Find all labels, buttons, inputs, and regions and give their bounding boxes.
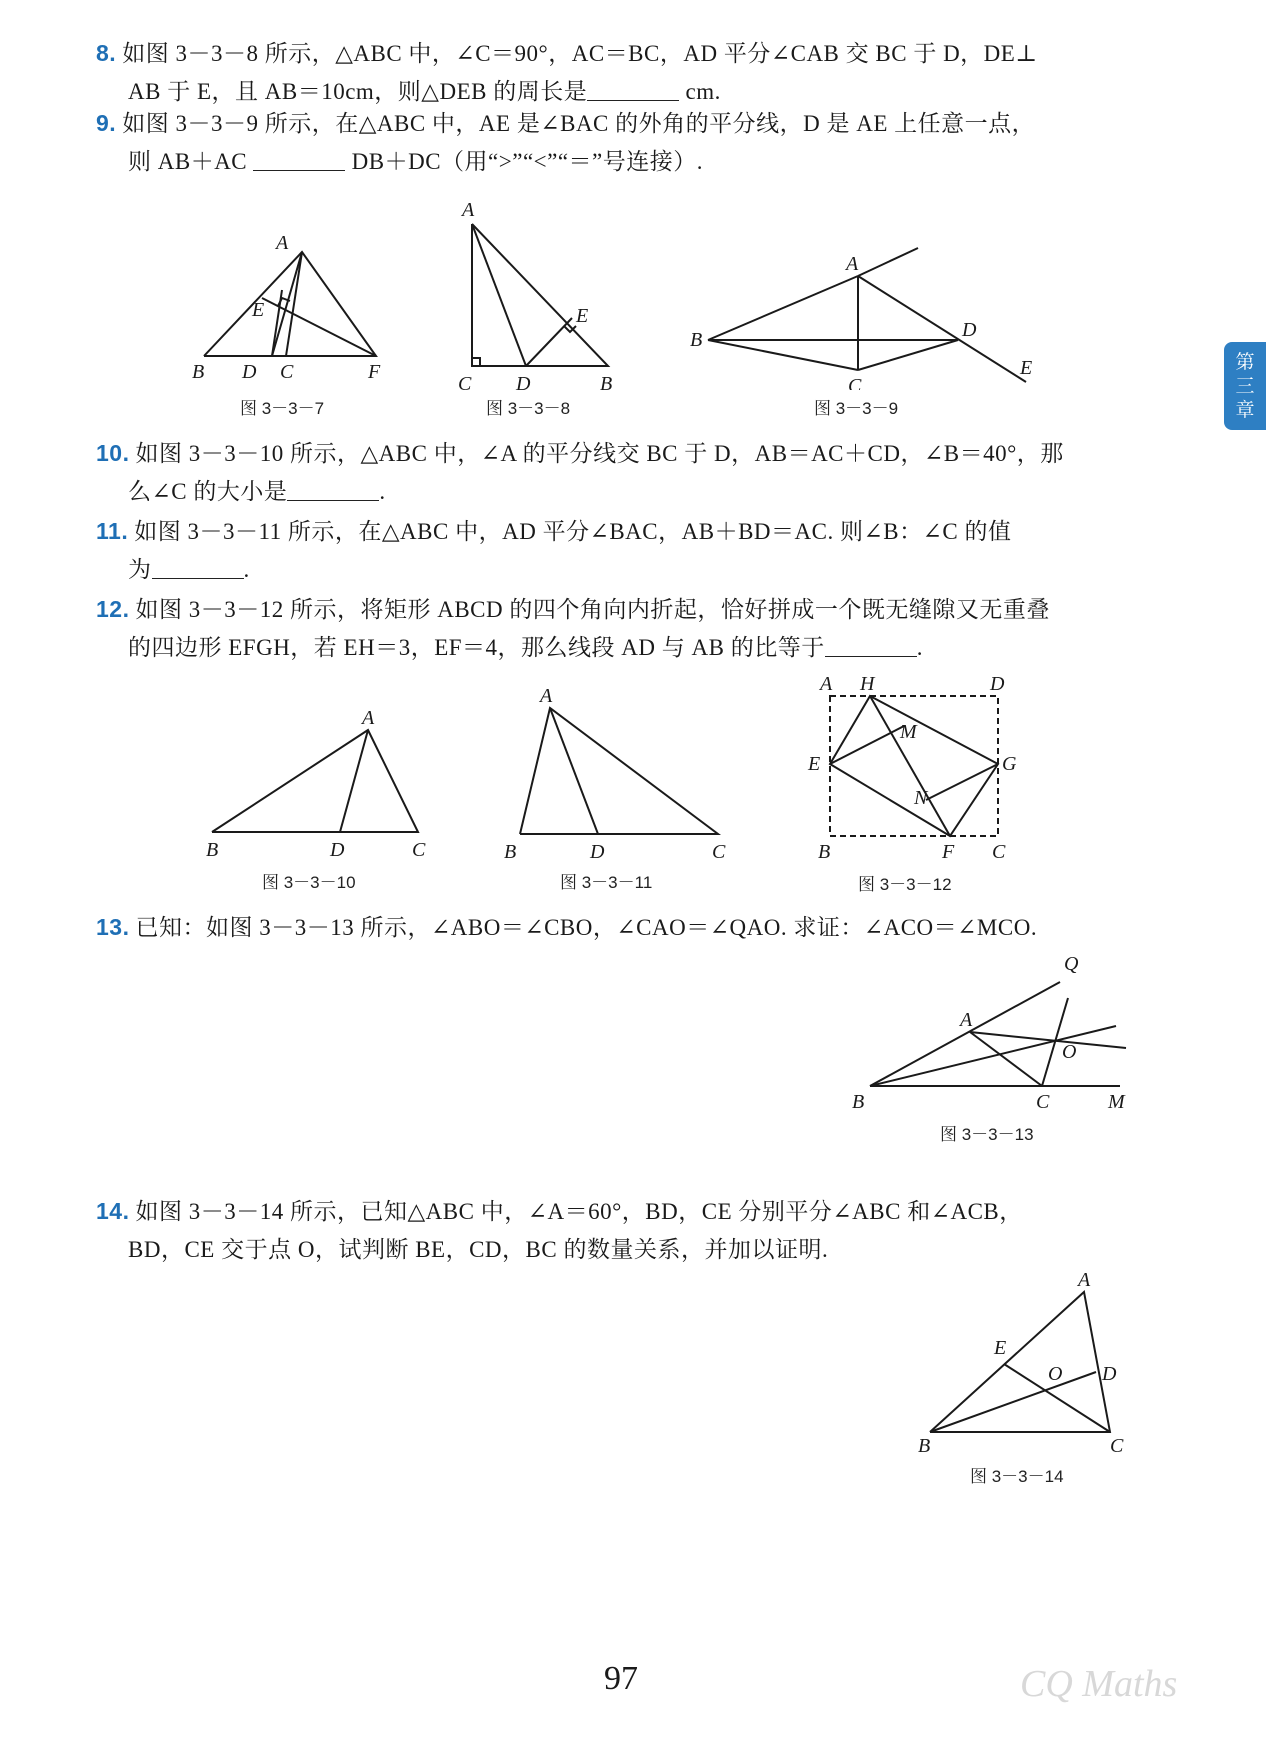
svg-text:Q: Q <box>1064 953 1079 975</box>
svg-text:C: C <box>1036 1091 1050 1110</box>
svg-text:B: B <box>504 841 517 862</box>
svg-text:A: A <box>846 253 859 275</box>
svg-text:E: E <box>994 1337 1007 1359</box>
svg-text:B: B <box>918 1435 931 1457</box>
svg-text:E: E <box>1020 357 1033 379</box>
figure-caption: 图 3－3－13 <box>940 1125 1034 1144</box>
svg-text:O: O <box>1062 1041 1077 1063</box>
figure-caption: 图 3－3－10 <box>262 873 356 892</box>
svg-text:D: D <box>242 361 257 383</box>
svg-text:B: B <box>192 361 205 383</box>
chapter-tab: 第 三 章 <box>1224 342 1266 430</box>
problem-8: 8. 如图 3－3－8 所示，△ABC 中，∠C＝90°，AC＝BC，AD 平分∠CAB 交 BC 于 D，DE⊥ AB 于 E，且 AB＝10cm，则△DEB 的周长是 cm. <box>96 40 1038 104</box>
figure-3-3-13 <box>848 950 1138 1115</box>
svg-text:D: D <box>990 673 1005 695</box>
svg-text:C: C <box>712 841 726 862</box>
problem-13: 13. 已知：如图 3－3－13 所示，∠ABO＝∠CBO，∠CAO＝∠QAO. 求证：∠ACO＝∠MCO. <box>96 914 1038 940</box>
svg-text:C: C <box>458 373 472 395</box>
problem-9: 9. 如图 3－3－9 所示，在△ABC 中，AE 是∠BAC 的外角的平分线，D 是 AE 上任意一点， 则 AB＋AC DB＋DC（用“>”“<”“＝”号连接）. <box>96 110 1036 174</box>
svg-text:C: C <box>1110 1435 1124 1457</box>
figure-caption: 图 3－3－14 <box>970 1467 1064 1486</box>
svg-text:D: D <box>330 839 345 861</box>
svg-text:O: O <box>1048 1363 1063 1385</box>
svg-text:H: H <box>860 673 875 695</box>
svg-text:C: C <box>280 361 294 383</box>
figure-3-3-10 <box>200 704 440 869</box>
answer-blank <box>825 634 917 657</box>
svg-text:M: M <box>1108 1091 1125 1110</box>
figure-caption: 图 3－3－11 <box>560 873 653 892</box>
svg-text:A: A <box>960 1009 973 1031</box>
figure-3-3-8 <box>452 200 632 401</box>
figure-3-3-11 <box>500 686 740 867</box>
svg-text:D: D <box>1102 1363 1117 1385</box>
svg-text:E: E <box>808 753 821 775</box>
figure-caption: 图 3－3－8 <box>486 399 571 418</box>
figure-3-3-7 <box>190 236 390 401</box>
svg-text:D: D <box>516 373 531 395</box>
answer-blank <box>287 478 379 501</box>
svg-text:B: B <box>206 839 219 861</box>
svg-text:D: D <box>962 319 977 341</box>
problem-11: 11. 如图 3－3－11 所示，在△ABC 中，AD 平分∠BAC，AB＋BD＝AC. 则∠B：∠C 的值 为 . <box>96 518 1012 582</box>
svg-text:M: M <box>900 721 917 743</box>
svg-text:E: E <box>252 299 265 321</box>
svg-text:A: A <box>540 686 553 707</box>
svg-text:A: A <box>362 707 375 729</box>
svg-text:G: G <box>1002 753 1017 775</box>
svg-text:B: B <box>852 1091 865 1110</box>
problem-12: 12. 如图 3－3－12 所示，将矩形 ABCD 的四个角向内折起，恰好拼成一个既无缝隙又无重叠 的四边形 EFGH，若 EH＝3，EF＝4，那么线段 AD 与 AB 的比等于 . <box>96 596 1050 660</box>
svg-text:D: D <box>590 841 605 862</box>
svg-text:B: B <box>818 841 831 863</box>
svg-text:A: A <box>820 673 833 695</box>
svg-text:C: C <box>412 839 426 861</box>
answer-blank <box>587 78 679 101</box>
brand-watermark: CQ Maths <box>1020 1663 1178 1705</box>
svg-text:B: B <box>600 373 613 395</box>
figure-caption: 图 3－3－9 <box>814 399 899 418</box>
svg-text:F: F <box>942 841 955 863</box>
figure-3-3-14 <box>912 1270 1132 1465</box>
svg-text:A: A <box>462 200 475 221</box>
figure-caption: 图 3－3－7 <box>240 399 325 418</box>
answer-blank <box>152 556 244 579</box>
svg-text:A: A <box>1078 1270 1091 1291</box>
answer-blank <box>253 148 345 171</box>
svg-text:F: F <box>368 361 381 383</box>
page-number: 97 <box>604 1660 638 1697</box>
svg-text:C: C <box>992 841 1006 863</box>
svg-text:N: N <box>914 787 928 809</box>
problem-14: 14. 如图 3－3－14 所示，已知△ABC 中，∠A＝60°，BD，CE 分别平分∠ABC 和∠ACB， BD，CE 交于点 O，试判断 BE，CD，BC 的数量关系，并加以证明. <box>96 1198 1023 1262</box>
svg-text:A: A <box>276 236 289 254</box>
problem-10: 10. 如图 3－3－10 所示，△ABC 中，∠A 的平分线交 BC 于 D，AB＝AC＋CD，∠B＝40°，那 么∠C 的大小是 . <box>96 440 1064 504</box>
svg-text:E: E <box>576 305 589 327</box>
figure-3-3-9 <box>686 240 1046 395</box>
figure-caption: 图 3－3－12 <box>858 875 952 894</box>
figure-3-3-12 <box>804 670 1034 871</box>
svg-text:B: B <box>690 329 703 351</box>
svg-text:C: C <box>848 375 862 390</box>
